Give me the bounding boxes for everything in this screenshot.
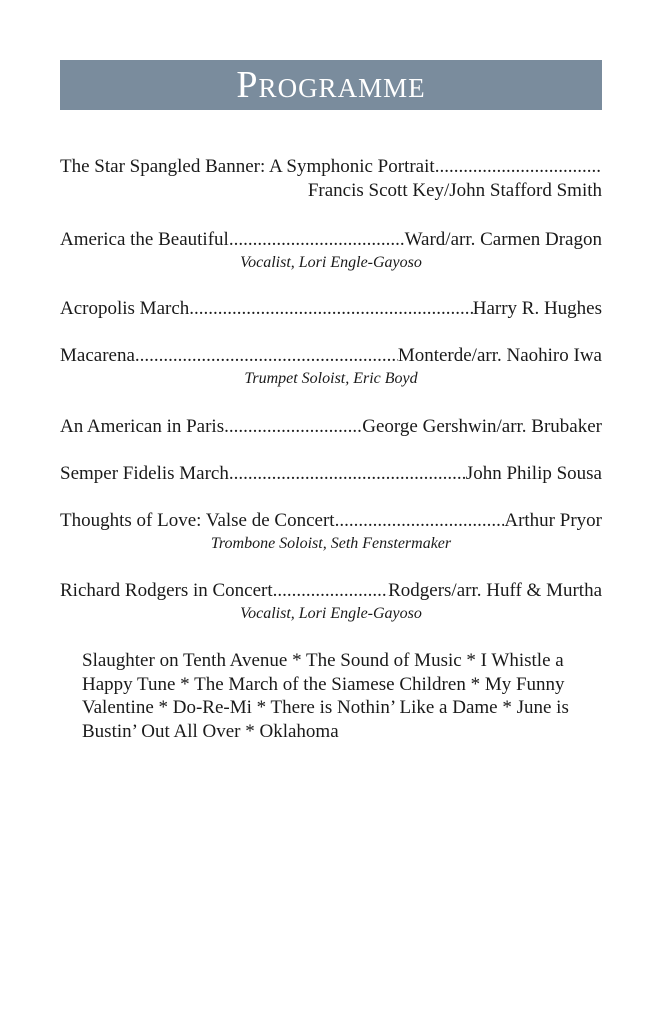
page-title: Programme: [236, 64, 426, 106]
dot-leader: [135, 344, 398, 368]
medley-list: Slaughter on Tenth Avenue * The Sound of Music * I Whistle a Happy Tune * The March of the Siamese Children * My Funny Valentine * Do-Re-Mi * There is Nothin’ Like a Dame * June is Bustin’ Out All Over * Oklahoma: [82, 650, 569, 742]
programme-banner: [60, 60, 602, 110]
piece-composer: Monterde/arr. Naohiro Iwa: [397, 345, 602, 366]
piece-title: An American in Paris: [60, 416, 225, 437]
piece-title: Acropolis March: [60, 298, 190, 319]
dot-leader: [435, 155, 602, 179]
piece-composer: John Philip Sousa: [465, 463, 602, 484]
programme-entry: [60, 509, 602, 555]
programme-entry: [60, 155, 602, 203]
dot-leader: [189, 297, 472, 321]
dot-leader: [273, 579, 388, 603]
dot-leader: [229, 462, 466, 486]
piece-title: America the Beautiful: [60, 229, 229, 250]
piece-composer: Harry R. Hughes: [472, 298, 602, 319]
programme-entry: [60, 297, 602, 321]
programme-entry: [60, 462, 602, 486]
programme-entry: [60, 579, 602, 625]
piece-performer: Vocalist, Lori Engle-Gayoso: [240, 605, 422, 622]
piece-composer: Rodgers/arr. Huff & Murtha: [388, 580, 602, 601]
dot-leader: [224, 415, 362, 439]
piece-performer: Trumpet Soloist, Eric Boyd: [244, 370, 418, 387]
piece-title: Macarena: [60, 345, 135, 366]
piece-performer: Trombone Soloist, Seth Fenstermaker: [210, 535, 452, 552]
piece-composer: Ward/arr. Carmen Dragon: [404, 229, 602, 250]
programme-entry: [60, 344, 602, 390]
programme-entry: [60, 415, 602, 439]
piece-performer: Vocalist, Lori Engle-Gayoso: [240, 254, 422, 271]
piece-title: Semper Fidelis March: [60, 463, 229, 484]
dot-leader: [335, 509, 505, 533]
programme-entry: [60, 228, 602, 274]
dot-leader: [229, 228, 405, 252]
piece-title: The Star Spangled Banner: A Symphonic Portrait: [60, 156, 435, 177]
piece-title: Richard Rodgers in Concert: [60, 580, 273, 601]
piece-title: Thoughts of Love: Valse de Concert: [60, 510, 335, 531]
piece-composer: George Gershwin/arr. Brubaker: [362, 416, 602, 437]
piece-composer: Francis Scott Key/John Stafford Smith: [307, 180, 602, 201]
piece-composer: Arthur Pryor: [504, 510, 602, 531]
